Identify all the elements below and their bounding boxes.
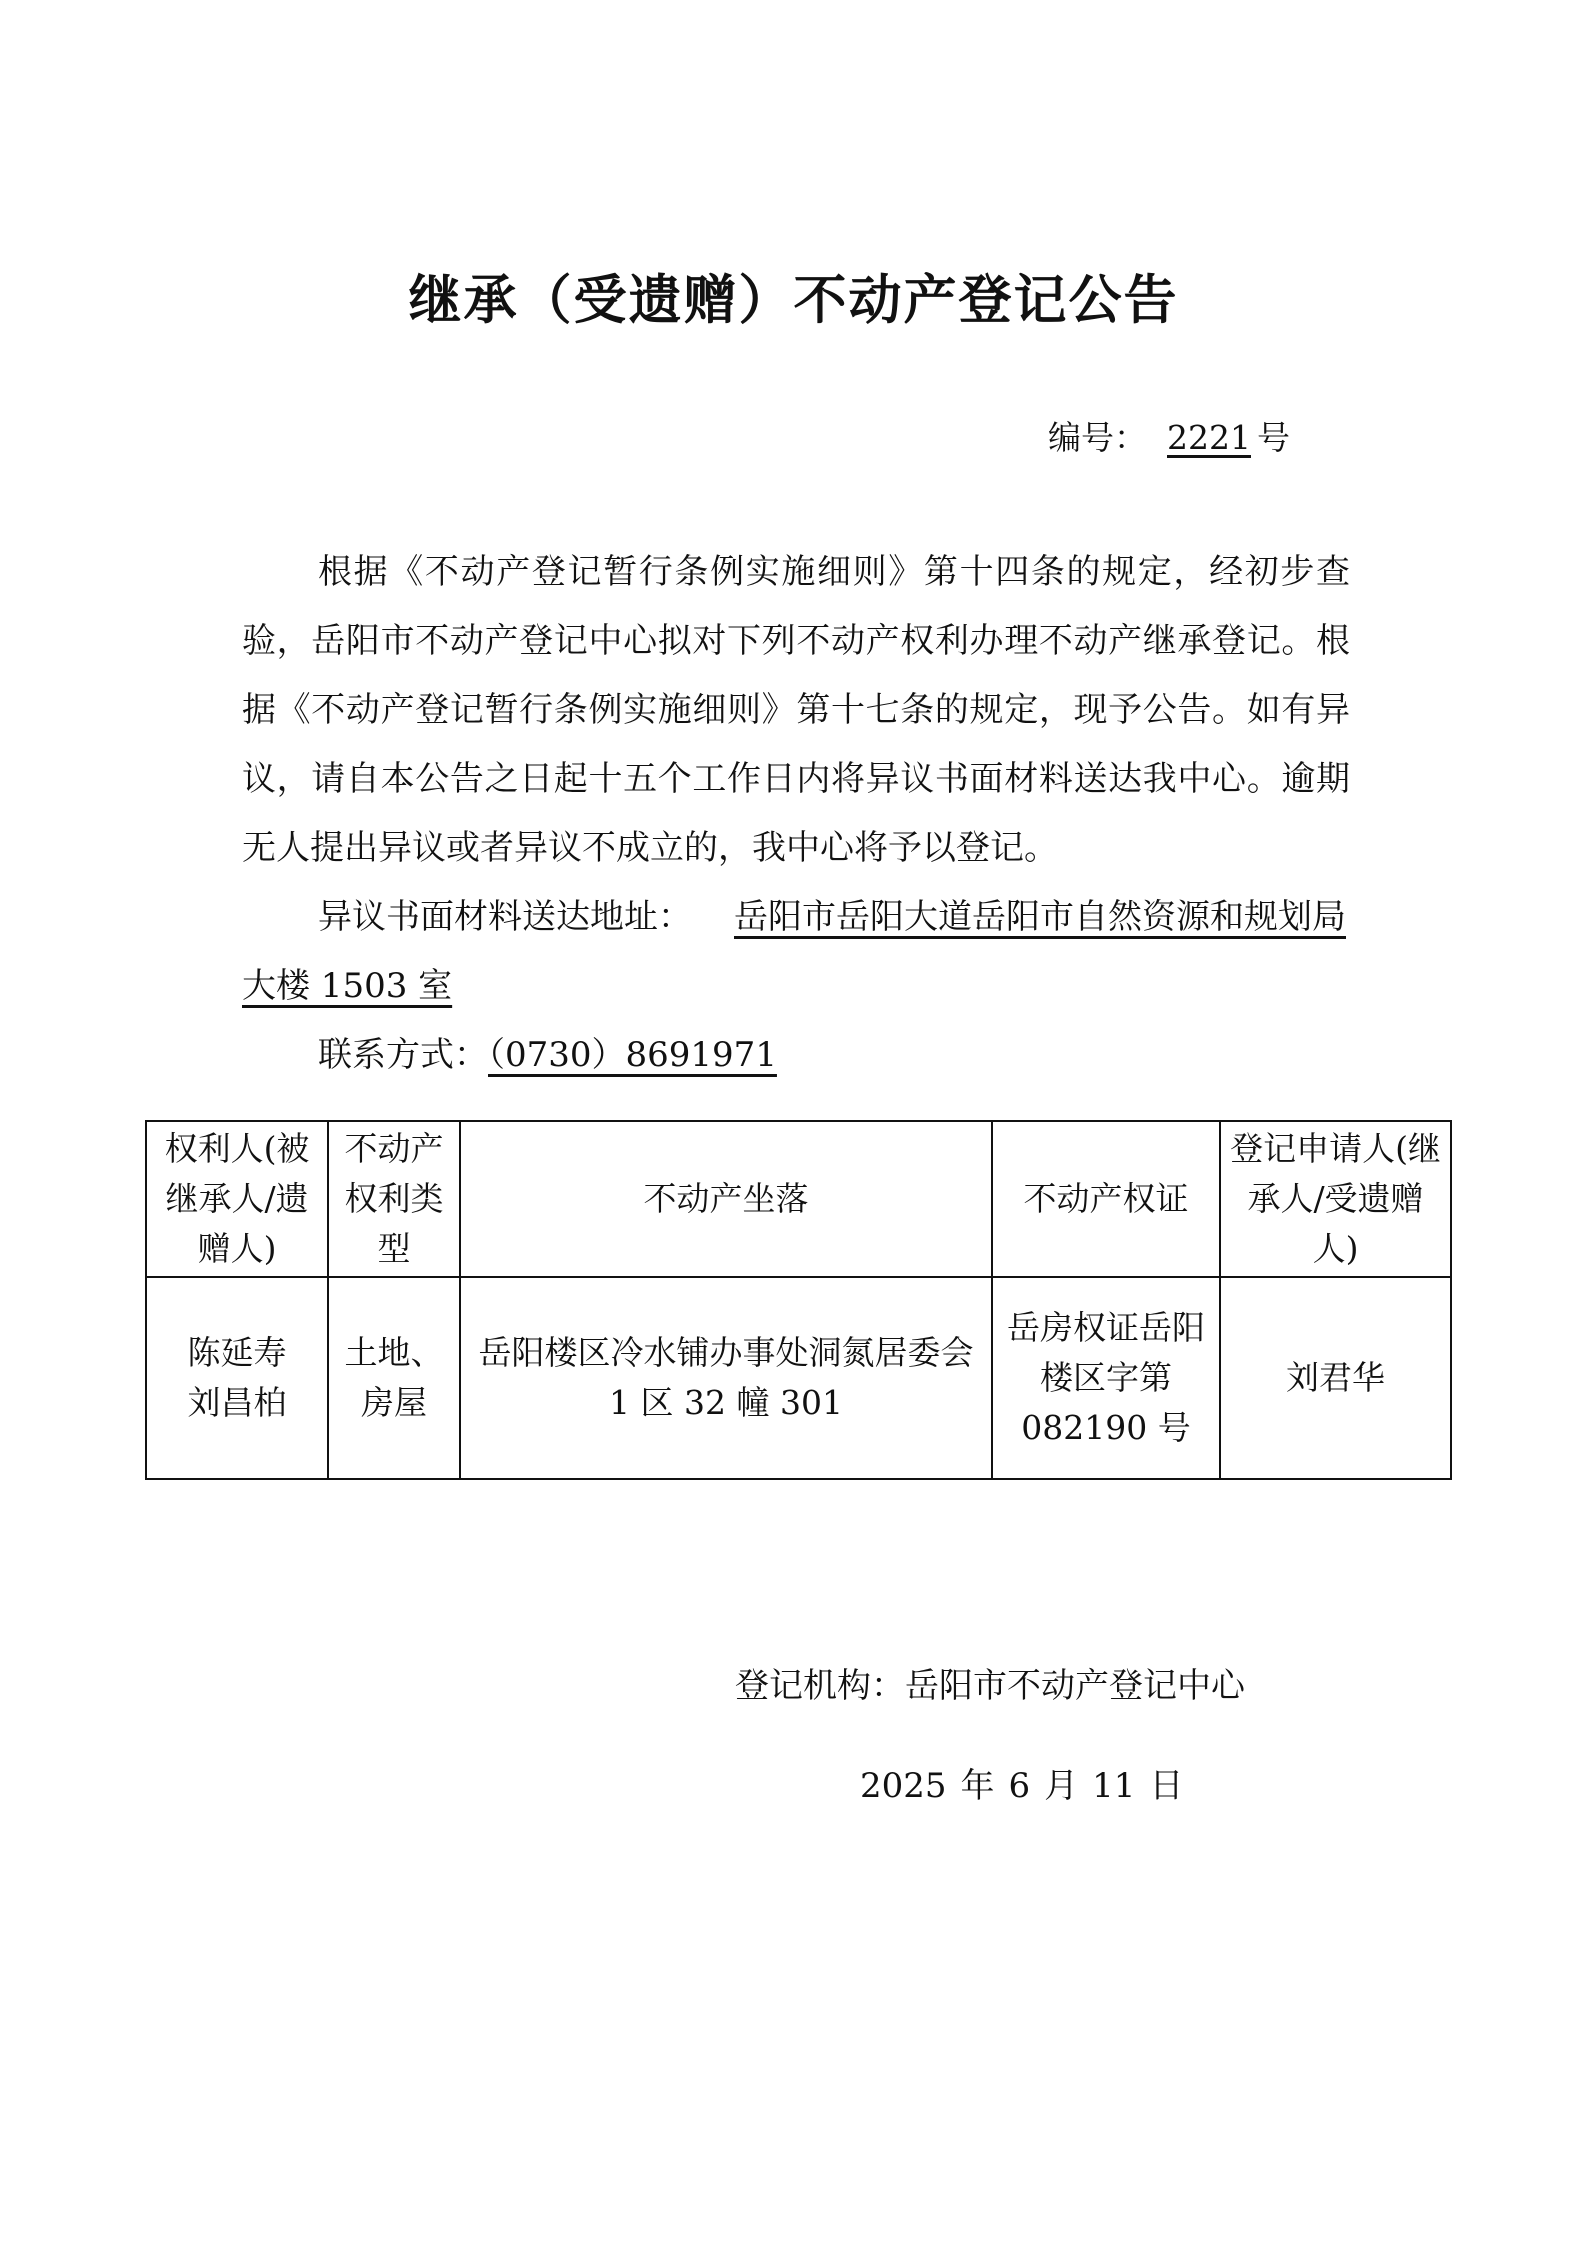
page-title: 继承（受遗赠）不动产登记公告 <box>408 270 1179 331</box>
cell-certificate: 岳房权证岳阳楼区字第 082190 号 <box>992 1277 1220 1479</box>
notice-body <box>242 538 1350 1090</box>
header-applicant: 登记申请人(继承人/受遗赠人) <box>1220 1121 1451 1277</box>
header-certificate: 不动产权证 <box>992 1121 1220 1277</box>
doc-number-value: 2221 <box>1167 418 1251 457</box>
owner-name: 刘昌柏 <box>187 1383 287 1422</box>
table-row <box>146 1277 1451 1479</box>
cell-location: 岳阳楼区冷水铺办事处洞氮居委会 1 区 32 幢 301 <box>460 1277 992 1479</box>
header-owner: 权利人(被继承人/遗赠人) <box>146 1121 328 1277</box>
date-year: 2025 <box>860 1766 947 1806</box>
cell-owner <box>146 1277 328 1479</box>
notice-date <box>860 1758 1197 1807</box>
doc-number-suffix: 号 <box>1256 418 1290 457</box>
notice-paragraph: 根据《不动产登记暂行条例实施细则》第十四条的规定，经初步查验，岳阳市不动产登记中心拟对下列不动产权利办理不动产继承登记。根据《不动产登记暂行条例实施细则》第十七条的规定，现予公告。如有异议，请自本公告之日起十五个工作日内将异议书面材料送达我中心。逾期无人提出异议或者异议不成立的，我中心将予以登记。 <box>242 552 1350 868</box>
objection-address <box>242 883 1350 1021</box>
owner-name: 陈延寿 <box>187 1333 287 1372</box>
registration-table <box>145 1120 1452 1480</box>
contact-value: （0730）8691971 <box>488 1035 777 1075</box>
date-month: 6 <box>1008 1766 1031 1806</box>
table-header-row <box>146 1121 1451 1277</box>
org-value: 岳阳市不动产登记中心 <box>905 1666 1245 1706</box>
registration-authority <box>735 1658 1245 1707</box>
cell-applicant: 刘君华 <box>1220 1277 1451 1479</box>
contact-label: 联系方式： <box>318 1035 488 1075</box>
contact-info <box>242 1021 1350 1090</box>
date-day-unit: 日 <box>1149 1766 1184 1806</box>
date-month-unit: 月 <box>1044 1766 1079 1806</box>
date-day: 11 <box>1092 1766 1136 1806</box>
address-value: 岳阳市岳阳大道岳阳市自然资源和规划局大楼 1503 室 <box>242 897 1346 1006</box>
date-year-unit: 年 <box>960 1766 995 1806</box>
doc-number-label: 编号： <box>1048 418 1147 457</box>
header-location: 不动产坐落 <box>460 1121 992 1277</box>
cell-right-type: 土地、房屋 <box>328 1277 460 1479</box>
document-number <box>1048 412 1290 459</box>
address-label: 异议书面材料送达地址： <box>318 897 692 937</box>
header-right-type: 不动产权利类型 <box>328 1121 460 1277</box>
org-label: 登记机构： <box>735 1666 905 1706</box>
